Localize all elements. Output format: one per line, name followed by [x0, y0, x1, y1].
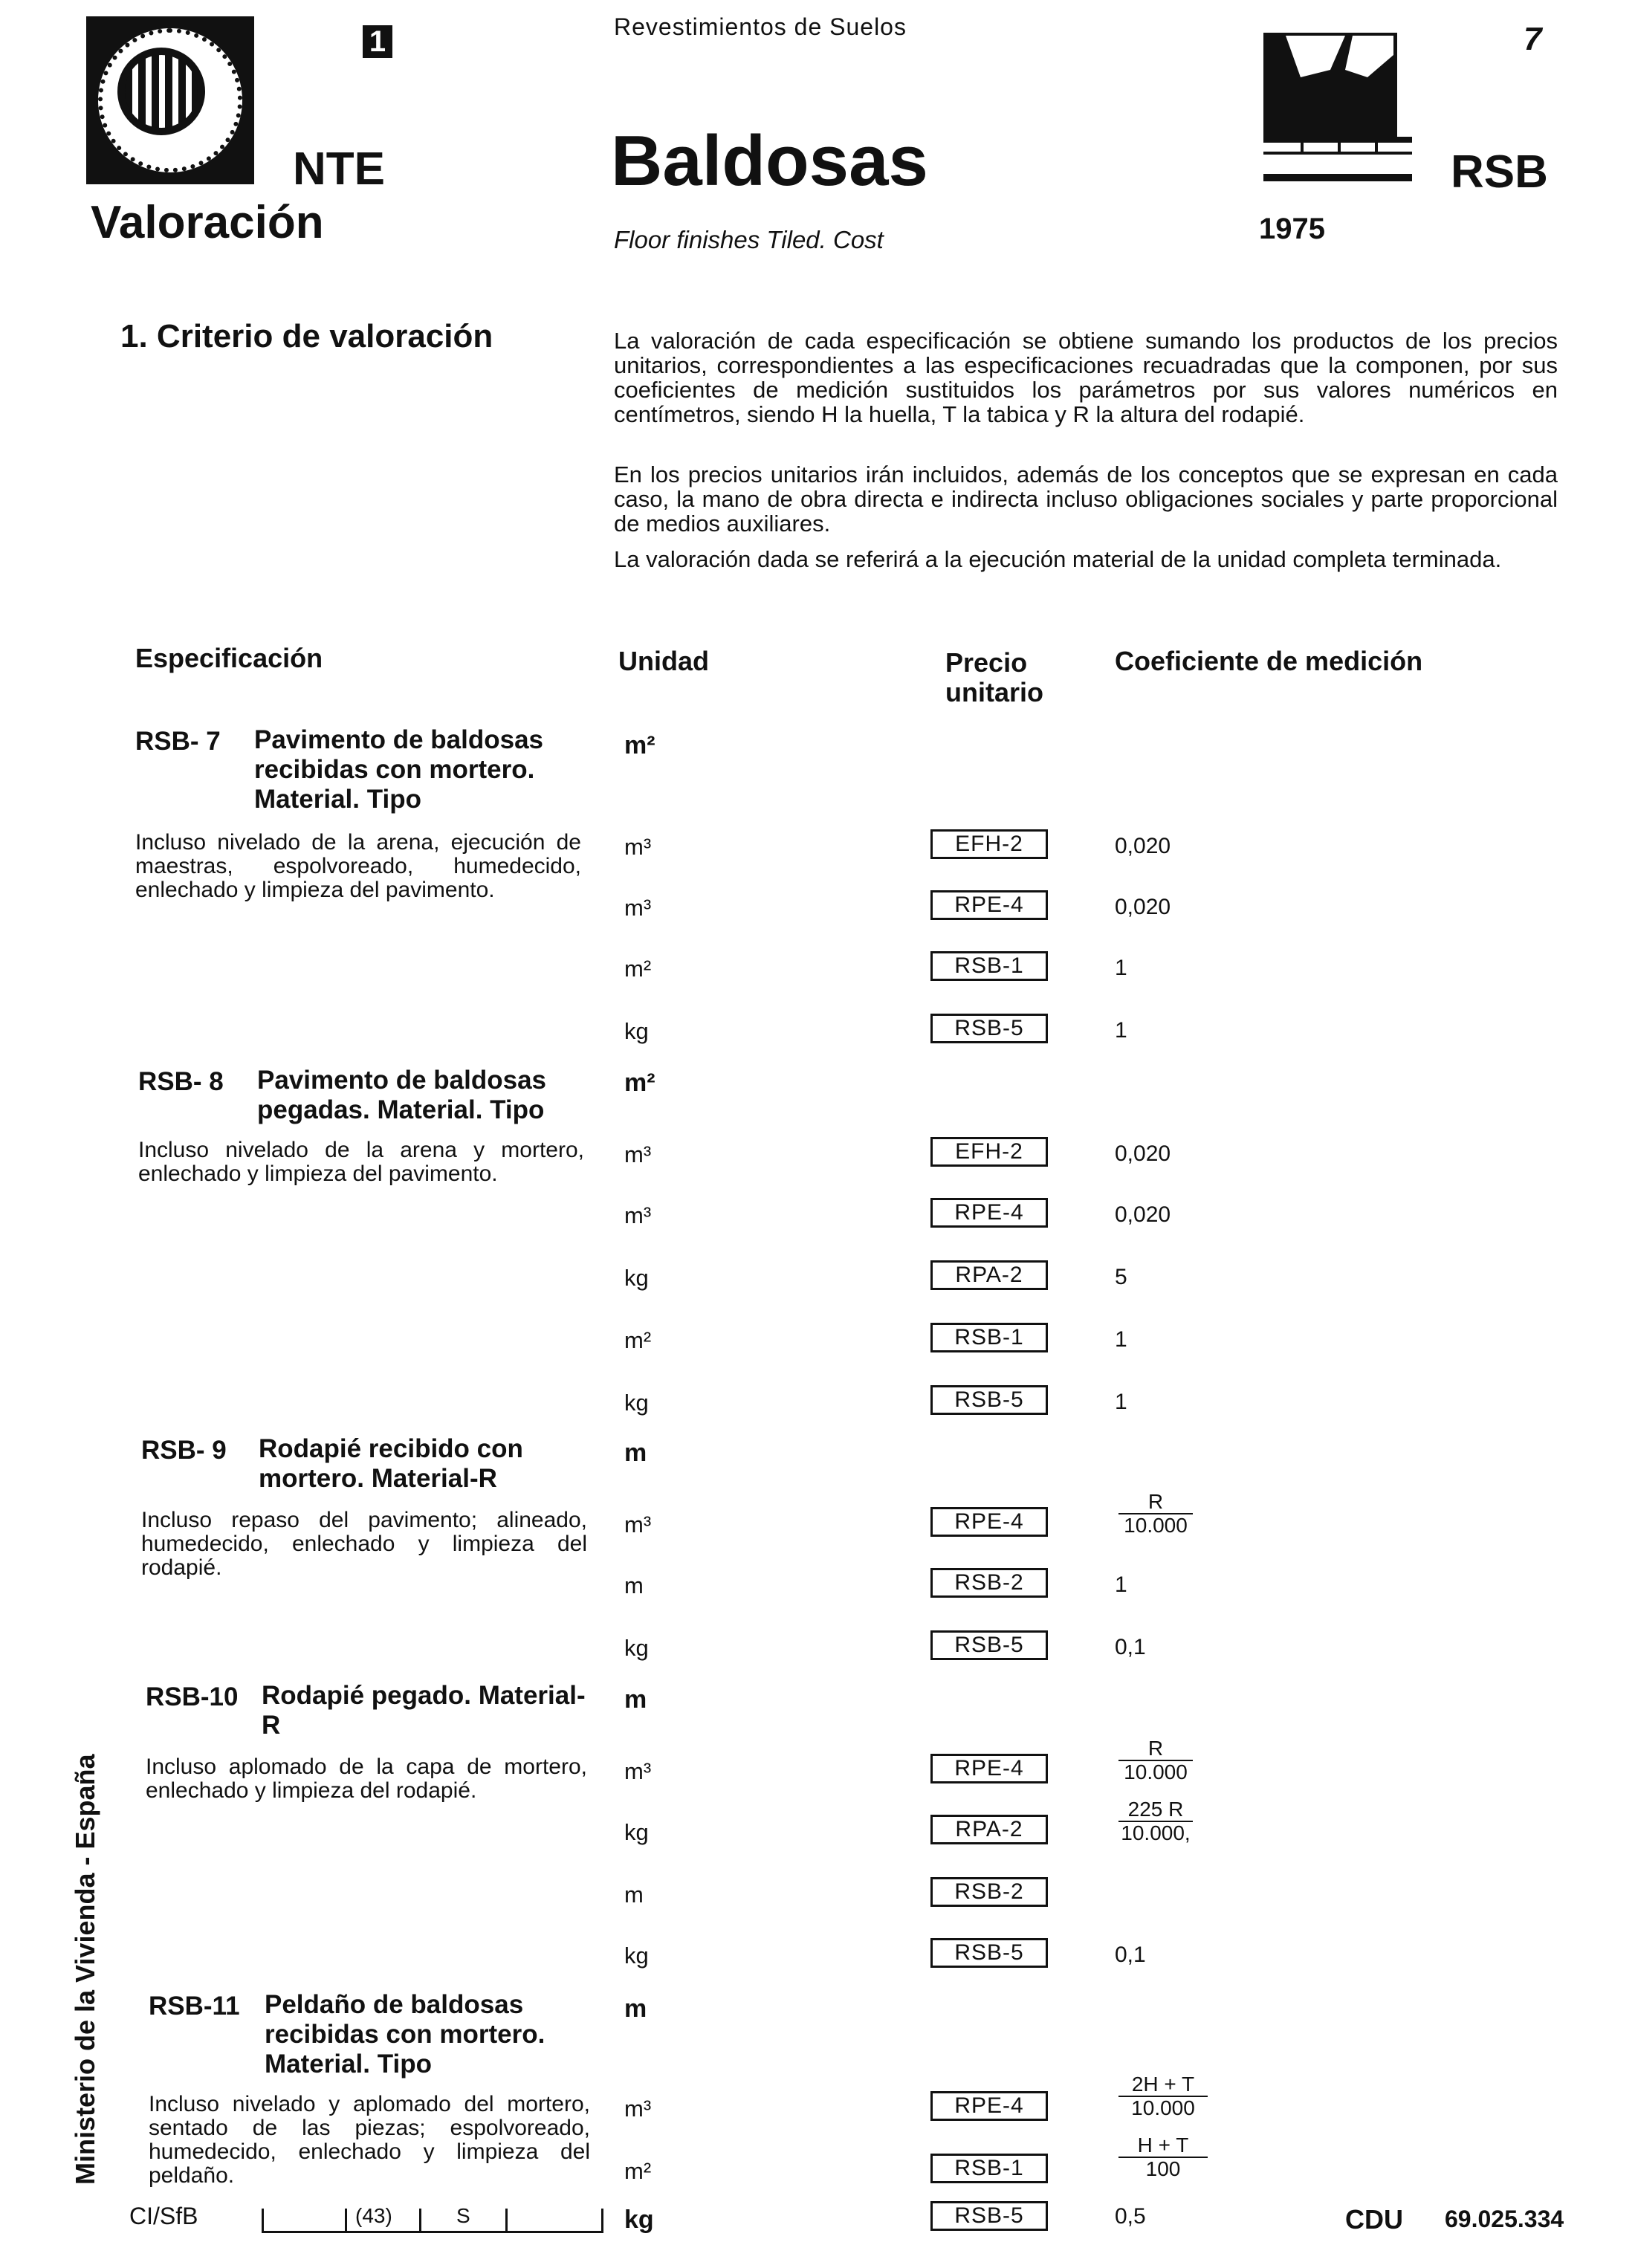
row-unit: m³: [624, 2096, 652, 2122]
spec-title: Rodapié recibido con mortero. Material-R: [259, 1434, 523, 1493]
row-coef-fraction: [1118, 1737, 1193, 1783]
coef-denominator: 10.000: [1131, 2096, 1195, 2119]
cisfb-classification: [262, 2204, 603, 2233]
spec-code: RSB- 8: [138, 1067, 224, 1096]
coef-numerator: R: [1118, 1491, 1193, 1514]
row-unit: kg: [624, 1265, 649, 1291]
spec-code: RSB-10: [146, 1682, 239, 1711]
price-code-box: RPE-4: [930, 890, 1048, 920]
page-number: 7: [1524, 21, 1542, 57]
price-code-box: EFH-2: [930, 1137, 1048, 1167]
col-spec-header: Especificación: [135, 643, 323, 673]
row-coef-fraction: [1118, 2134, 1208, 2180]
row-coef: 0,020: [1115, 895, 1171, 919]
spec-code: RSB-11: [149, 1992, 240, 2021]
row-unit: kg: [624, 1943, 649, 1969]
row-unit: m²: [624, 2158, 652, 2184]
row-unit: m³: [624, 834, 652, 860]
cisfb-divider: [345, 2209, 347, 2231]
spec-title: Pavimento de baldosas pegadas. Material. Tipo: [257, 1066, 547, 1124]
row-unit: m³: [624, 1202, 652, 1228]
cisfb-divider: [262, 2209, 264, 2231]
row-unit: kg: [624, 1819, 649, 1845]
row-unit: m³: [624, 1512, 652, 1538]
price-code-box: RSB-5: [930, 1630, 1048, 1660]
coef-numerator: R: [1118, 1737, 1193, 1761]
criterio-paragraph: En los precios unitarios irán incluidos, además de los conceptos que se expresan en cada caso, la mano de obra directa e indirecta incluso obligaciones sociales y parte proporcional de medios auxiliares.: [614, 461, 1558, 537]
coef-denominator: 100: [1145, 2157, 1181, 2180]
criterio-title: 1. Criterio de valoración: [120, 318, 493, 354]
spec-description: Incluso nivelado de la arena, ejecución de maestras, espolvoreado, humedecido, enlechado y limpieza del pavimento.: [135, 830, 581, 902]
price-code-box: RPE-4: [930, 2091, 1048, 2121]
price-code-box: RSB-5: [930, 1385, 1048, 1415]
price-code-box: RPA-2: [930, 1815, 1048, 1844]
coef-denominator: 10.000: [1124, 1514, 1188, 1537]
cisfb-divider: [601, 2209, 603, 2231]
cdu-label: CDU: [1345, 2204, 1403, 2235]
row-coef: 1: [1115, 1018, 1127, 1043]
price-code-box: RPE-4: [930, 1198, 1048, 1228]
spec-title: Peldaño de baldosas recibidas con mortero. Material. Tipo: [265, 1990, 545, 2079]
section-label: Valoración: [91, 197, 324, 248]
price-code-box: RSB-1: [930, 1323, 1048, 1352]
chapter-number: 1: [363, 25, 392, 58]
row-unit: m²: [624, 1327, 652, 1353]
floor-tile-logo-icon: [1256, 25, 1434, 181]
col-unit-header: Unidad: [618, 646, 709, 676]
row-coef: 1: [1115, 1572, 1127, 1597]
coef-numerator: 225 R: [1118, 1798, 1193, 1822]
col-price-header: Precio unitario: [945, 647, 1043, 707]
row-coef: 0,1: [1115, 1635, 1146, 1659]
spec-title: Pavimento de baldosas recibidas con mortero. Material. Tipo: [254, 725, 544, 814]
price-code-box: RSB-5: [930, 2201, 1048, 2231]
row-coef: 0,5: [1115, 2204, 1146, 2229]
criterio-paragraph: La valoración dada se referirá a la ejecución material de la unidad completa terminada.: [614, 546, 1502, 572]
seal-emblem: [117, 48, 205, 135]
cisfb-code: (43): [355, 2204, 392, 2227]
row-coef-fraction: [1118, 2073, 1208, 2119]
spec-code: RSB- 7: [135, 727, 221, 756]
row-coef: 1: [1115, 1327, 1127, 1352]
cisfb-divider: [505, 2209, 508, 2231]
row-coef: 1: [1115, 956, 1127, 980]
spec-description: Incluso aplomado de la capa de mortero, enlechado y limpieza del rodapié.: [146, 1755, 587, 1803]
spec-unit: m²: [624, 731, 655, 759]
row-unit: m²: [624, 956, 652, 982]
price-code-box: RSB-1: [930, 951, 1048, 981]
row-coef: 1: [1115, 1390, 1127, 1414]
coef-denominator: 10.000,: [1121, 1821, 1191, 1844]
price-code-box: RSB-2: [930, 1877, 1048, 1907]
row-coef: 5: [1115, 1265, 1127, 1289]
row-unit: kg: [624, 1018, 649, 1044]
cisfb-label: CI/SfB: [129, 2203, 198, 2229]
price-code-box: RPA-2: [930, 1260, 1048, 1290]
row-coef: 0,020: [1115, 1141, 1171, 1166]
row-coef-fraction: [1118, 1798, 1193, 1844]
criterio-paragraph: La valoración de cada especificación se obtiene sumando los productos de los precios unitarios, correspondientes a las especificaciones recuadradas que la componen, por sus coeficientes de medición sustituidos los parámetros por sus valores numéricos en centímetros, siendo H la huella, T la tabica y R la altura del rodapié.: [614, 328, 1558, 427]
spec-description: Incluso repaso del pavimento; alineado, humedecido, enlechado y limpieza del rodapié.: [141, 1508, 587, 1580]
price-code-box: RPE-4: [930, 1507, 1048, 1537]
cisfb-divider: [419, 2209, 421, 2231]
page-title: Baldosas: [611, 121, 928, 201]
row-unit: m³: [624, 1141, 652, 1167]
spec-code: RSB- 9: [141, 1436, 227, 1465]
series-title: Revestimientos de Suelos: [614, 13, 907, 40]
spec-description: Incluso nivelado de la arena y mortero, enlechado y limpieza del pavimento.: [138, 1138, 584, 1186]
coef-numerator: 2H + T: [1118, 2073, 1208, 2097]
row-unit: kg: [624, 1390, 649, 1416]
row-coef: 0,020: [1115, 834, 1171, 858]
row-coef: 0,1: [1115, 1943, 1146, 1967]
year: 1975: [1259, 213, 1325, 245]
price-code-box: EFH-2: [930, 829, 1048, 859]
spec-unit: m: [624, 1439, 647, 1467]
row-unit: kg: [624, 1635, 649, 1661]
coef-denominator: 10.000: [1124, 1760, 1188, 1783]
price-code-box: RSB-2: [930, 1568, 1048, 1598]
spec-title: Rodapié pegado. Material-R: [262, 1681, 586, 1740]
page-subtitle: Floor finishes Tiled. Cost: [614, 226, 884, 253]
row-coef: 0,020: [1115, 1202, 1171, 1227]
price-code-box: RSB-5: [930, 1938, 1048, 1968]
coef-numerator: H + T: [1118, 2134, 1208, 2158]
spec-unit: m: [624, 1995, 647, 2023]
price-code-box: RSB-1: [930, 2154, 1048, 2183]
spec-description: Incluso nivelado y aplomado del mortero, sentado de las piezas; espolvoreado, humedecido, enlechado y limpieza del peldaño.: [149, 2092, 590, 2188]
nte-label: NTE: [293, 143, 385, 195]
ministry-seal-icon: [86, 16, 254, 184]
publisher-side-label: Ministerio de la Vivienda - España: [70, 1754, 100, 2185]
row-unit: m: [624, 1882, 644, 1908]
row-coef-fraction: [1118, 1491, 1193, 1537]
row-unit: m³: [624, 895, 652, 921]
spec-unit: m²: [624, 1069, 655, 1097]
document-code: RSB: [1451, 146, 1548, 198]
cisfb-letter: S: [456, 2204, 470, 2227]
price-code-box: RSB-5: [930, 1014, 1048, 1043]
row-unit: m³: [624, 1758, 652, 1784]
cdu-value: 69.025.334: [1445, 2206, 1564, 2232]
price-code-box: RPE-4: [930, 1754, 1048, 1783]
col-coef-header: Coeficiente de medición: [1115, 646, 1423, 676]
row-unit: kg: [624, 2206, 654, 2234]
spec-unit: m: [624, 1685, 647, 1714]
row-unit: m: [624, 1572, 644, 1598]
